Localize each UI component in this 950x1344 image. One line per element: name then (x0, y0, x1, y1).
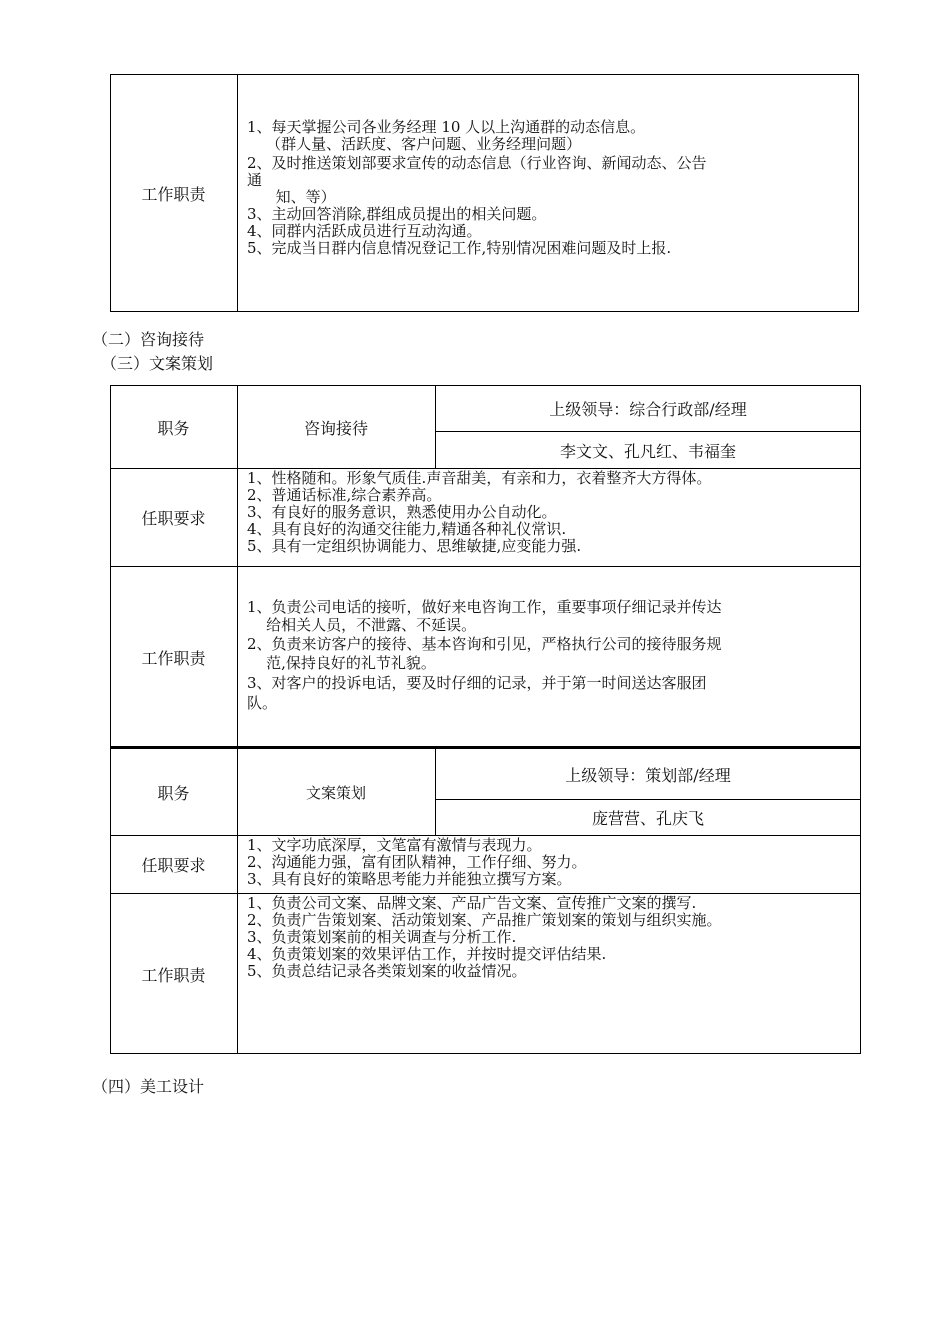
duty-line: 5、完成当日群内信息情况登记工作,特别情况困难问题及时上报. (247, 239, 672, 257)
duty-line: 范,保持良好的礼节礼貌。 (247, 654, 436, 672)
divider (237, 74, 238, 312)
duty-line: 4、负责策划案的效果评估工作，并按时提交评估结果. (247, 945, 607, 963)
staff-names: 李文文、孔凡红、韦福奎 (559, 441, 736, 461)
requirement-line: 2、普通话标准,综合素养高。 (247, 486, 442, 504)
superior: 上级领导：策划部/经理 (565, 765, 731, 785)
duty-line: 4、同群内活跃成员进行互动沟通。 (247, 222, 482, 240)
duty-line: 1、每天掌握公司各业务经理 10 人以上沟通群的动态信息。 (247, 118, 646, 136)
duty-list (247, 119, 852, 257)
duty-line: 3、对客户的投诉电话，要及时仔细的记录，并于第一时间送达客服团 (247, 674, 707, 692)
duty-list (247, 598, 857, 712)
position-label: 职务 (157, 783, 190, 803)
duty-label: 工作职责 (141, 965, 206, 985)
position-name: 文案策划 (305, 783, 366, 802)
duty-line: 知、等） (247, 188, 336, 206)
duty-line: 给相关人员，不泄露、不延误。 (247, 616, 477, 634)
duty-line: 3、负责策划案前的相关调查与分析工作. (247, 928, 517, 946)
duty-line: 通 (247, 171, 263, 189)
duty-label: 工作职责 (141, 648, 206, 668)
duty-line: 2、负责广告策划案、活动策划案、产品推广策划案的策划与组织实施。 (247, 911, 722, 929)
duty-line: （群人量、活跃度、客户问题、业务经理问题） (247, 135, 582, 153)
requirements-list (247, 837, 857, 888)
section-heading-2: （二）咨询接待 (92, 330, 205, 349)
requirements-label: 任职要求 (141, 856, 206, 875)
duty-line: 队。 (247, 694, 278, 712)
requirement-line: 1、性格随和。形象气质佳.声音甜美，有亲和力，衣着整齐大方得体。 (247, 469, 712, 487)
requirement-line: 4、具有良好的沟通交往能力,精通各种礼仪常识. (247, 520, 567, 538)
requirement-line: 3、有良好的服务意识，熟悉使用办公自动化。 (247, 503, 557, 521)
duty-line: 1、负责公司文案、品牌文案、产品广告文案、宣传推广文案的撰写. (247, 894, 697, 912)
duty-label: 工作职责 (141, 184, 206, 204)
superior: 上级领导：综合行政部/经理 (549, 399, 747, 419)
requirements-label: 任职要求 (141, 509, 206, 528)
section-heading-4: （四）美工设计 (92, 1077, 205, 1096)
duty-line: 2、负责来访客户的接待、基本咨询和引见，严格执行公司的接待服务规 (247, 635, 722, 653)
requirement-line: 1、文字功底深厚，文笔富有激情与表现力。 (247, 836, 542, 854)
duty-line: 5、负责总结记录各类策划案的收益情况。 (247, 962, 527, 980)
section-heading-3: （三）文案策划 (101, 354, 214, 373)
requirement-line: 3、具有良好的策略思考能力并能独立撰写方案。 (247, 870, 572, 888)
position-name: 咨询接待 (303, 418, 368, 438)
staff-names: 庞营营、孔庆飞 (591, 809, 704, 828)
requirements-list (247, 470, 857, 555)
position-label: 职务 (157, 418, 190, 438)
requirement-line: 5、具有一定组织协调能力、思维敏捷,应变能力强. (247, 537, 582, 555)
duty-line: 3、主动回答消除,群组成员提出的相关问题。 (247, 205, 547, 223)
requirement-line: 2、沟通能力强，富有团队精神，工作仔细、努力。 (247, 853, 587, 871)
duty-line: 2、及时推送策划部要求宣传的动态信息（行业咨询、新闻动态、公告 (247, 154, 707, 172)
duty-line: 1、负责公司电话的接听，做好来电咨询工作，重要事项仔细记录并传达 (247, 598, 722, 616)
duty-list (247, 895, 857, 980)
